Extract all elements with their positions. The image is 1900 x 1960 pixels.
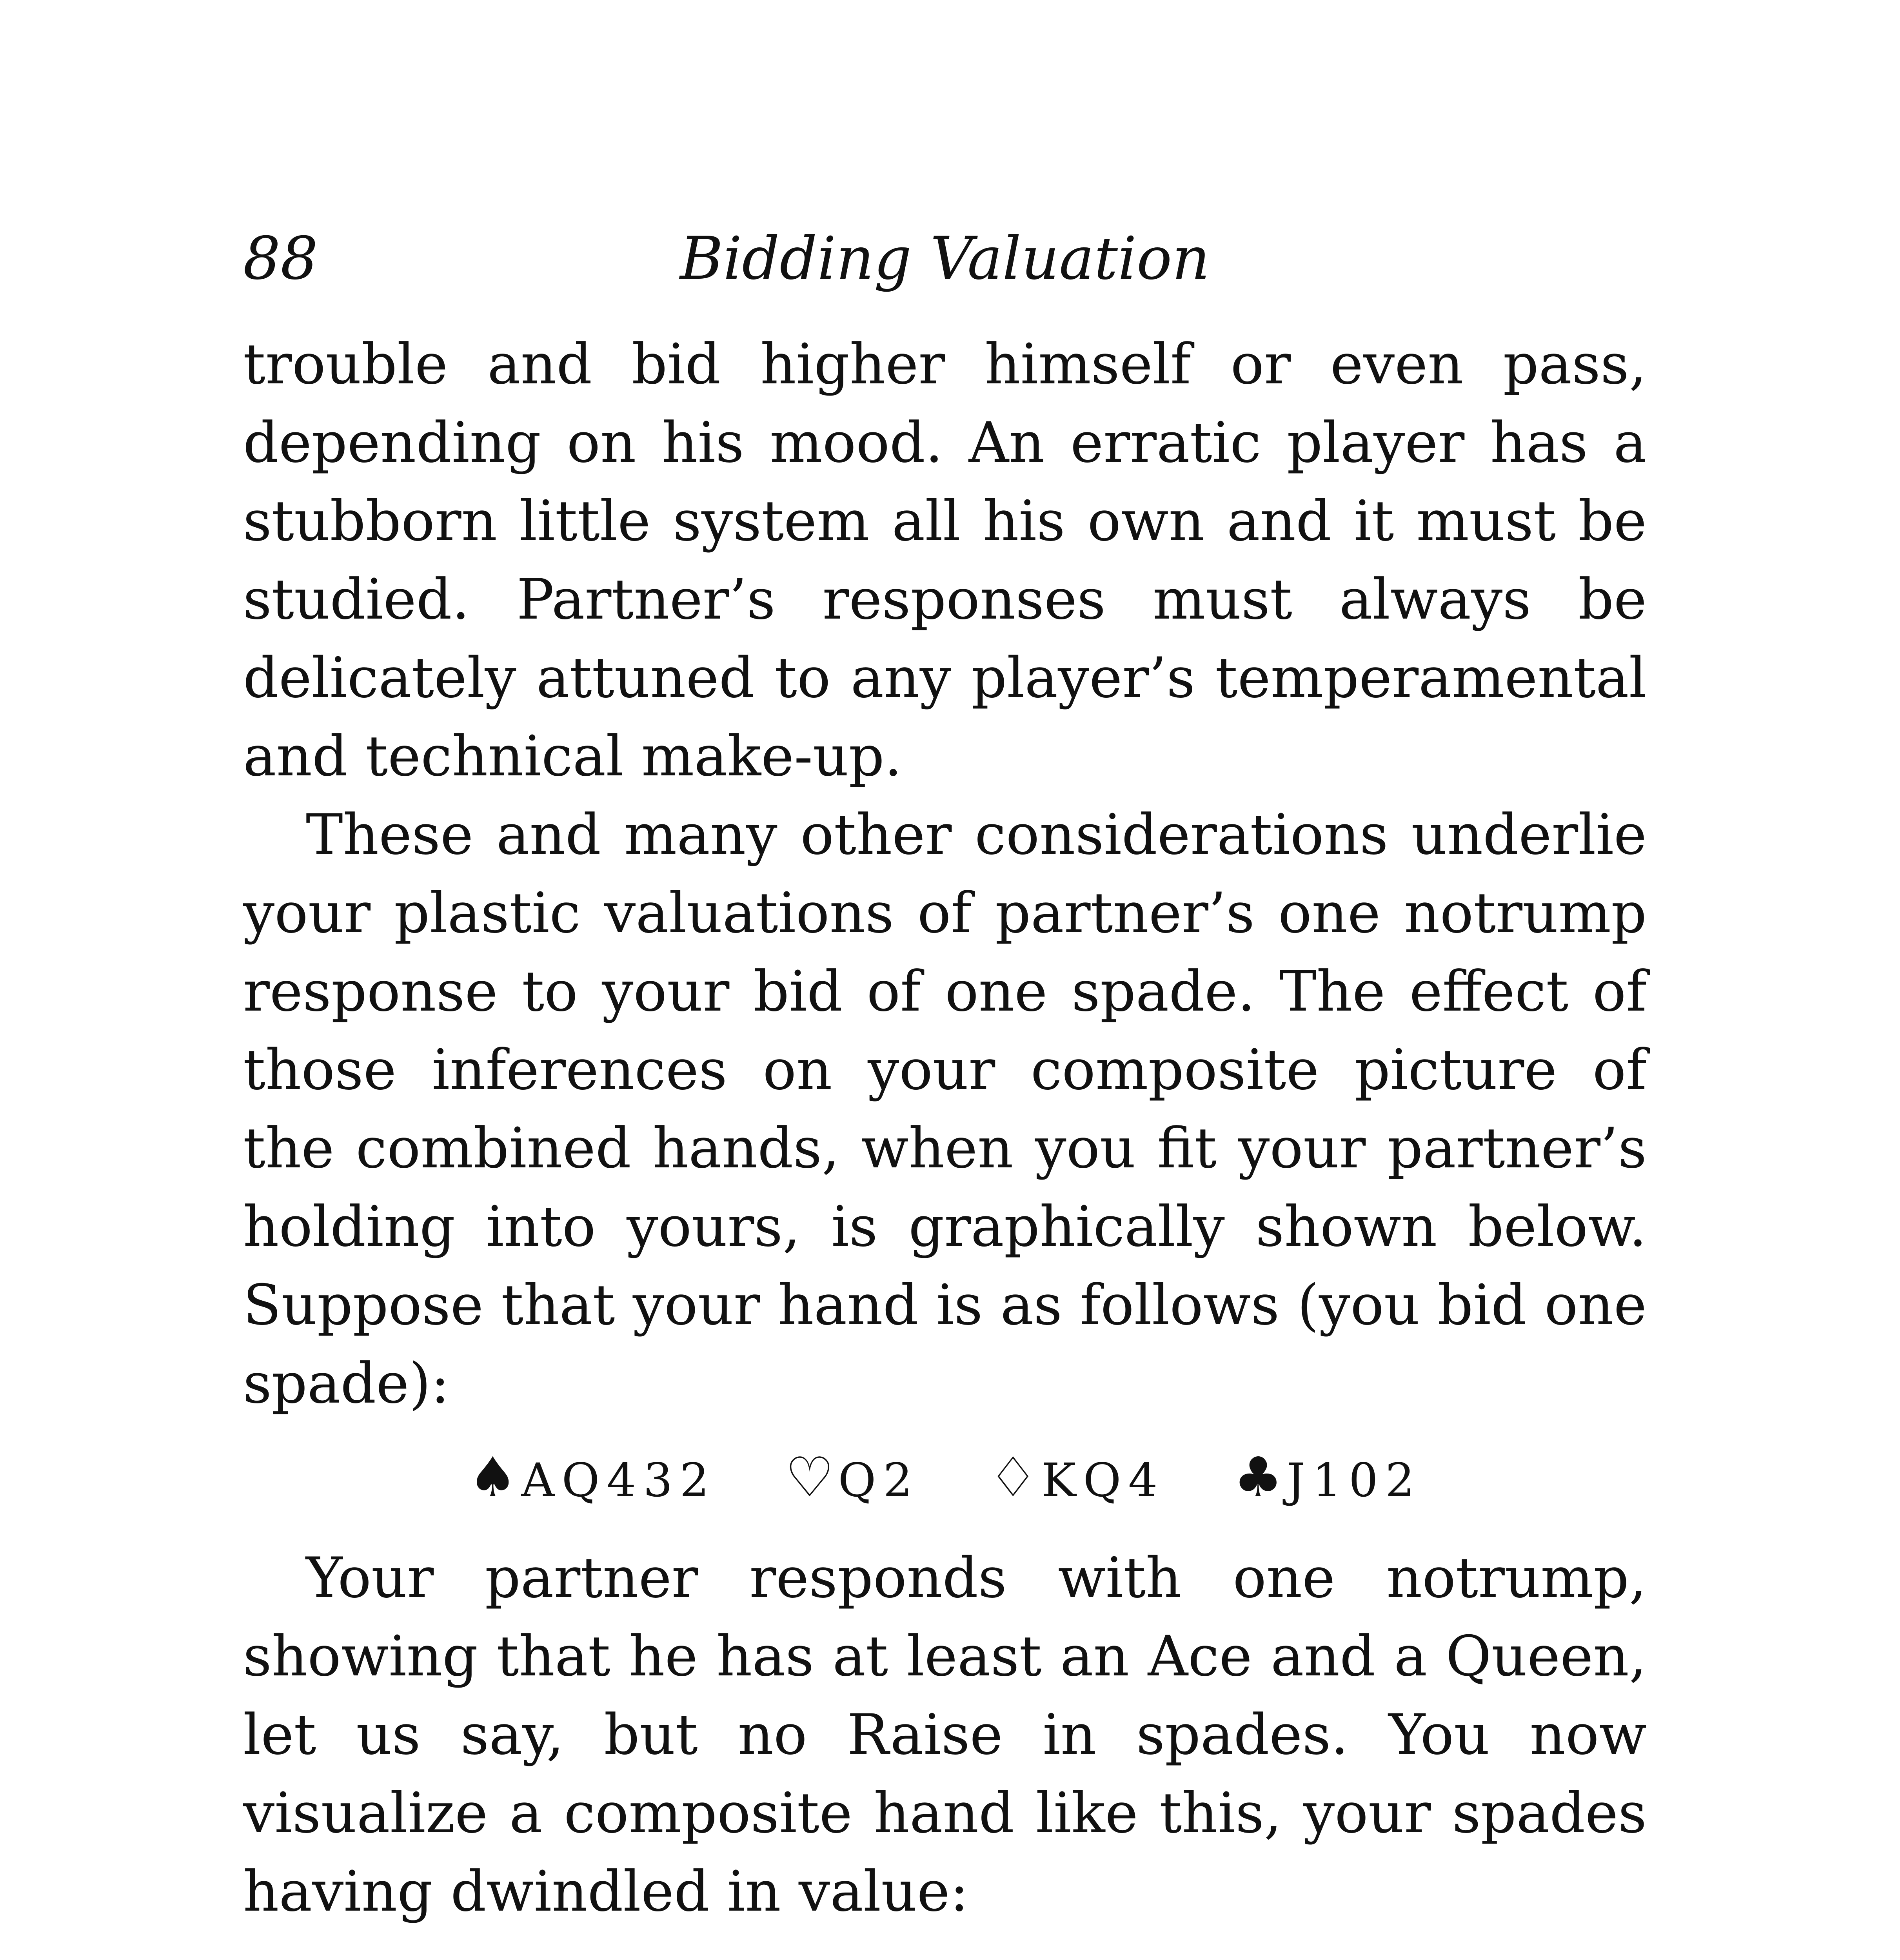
bridge-hand-2	[243, 1947, 1647, 1960]
diamond-icon: ♢	[988, 1446, 1038, 1510]
paragraph-2: These and many other considerations underlie your plastic valuations of partner’s one notrump response to your bid of one spade. The effect of those inferences on your composite picture of the combined hands, when you fit your partner’s holding into yours, is graphically shown below. Suppose that your hand is as follows (you bid one spade):	[243, 802, 1647, 1416]
hearts-holding	[785, 1439, 919, 1519]
clubs-holding	[1233, 1439, 1422, 1519]
hearts-holding	[754, 1955, 888, 1960]
clubs-holding	[1208, 1947, 1423, 1960]
diamonds-cards: KQ4	[1041, 1453, 1165, 1507]
diamonds-holding	[988, 1439, 1164, 1519]
running-title: Bidding Valuation	[680, 225, 1210, 293]
bridge-hand-1	[243, 1439, 1647, 1519]
page-header	[243, 220, 1647, 314]
spades-cards: AQ432	[521, 1453, 716, 1507]
body-text	[243, 325, 1647, 1960]
spades-holding	[467, 1955, 685, 1960]
club-icon: ♣	[1233, 1446, 1283, 1510]
paragraph-3: Your partner responds with one notrump, showing that he has at least an Ace and a Queen, let us say, but no Raise in spades. You now visualize a composite hand like this, your spades having dwindled in value:	[243, 1546, 1647, 1924]
hearts-cards: Q2	[838, 1453, 920, 1507]
spades-holding	[468, 1439, 716, 1519]
diamonds-holding	[957, 1955, 1140, 1960]
heart-icon: ♡	[785, 1446, 834, 1510]
spade-icon: ♠	[468, 1446, 518, 1510]
clubs-cards: J102	[1286, 1453, 1422, 1507]
page-number: 88	[243, 225, 318, 293]
paragraph-1: trouble and bid higher himself or even pass, depending on his mood. An erratic player has a stubborn little system all his own and it must be studied. Partner’s responses must always be delicately attuned to any player’s temperamental and technical make-up.	[243, 332, 1647, 789]
